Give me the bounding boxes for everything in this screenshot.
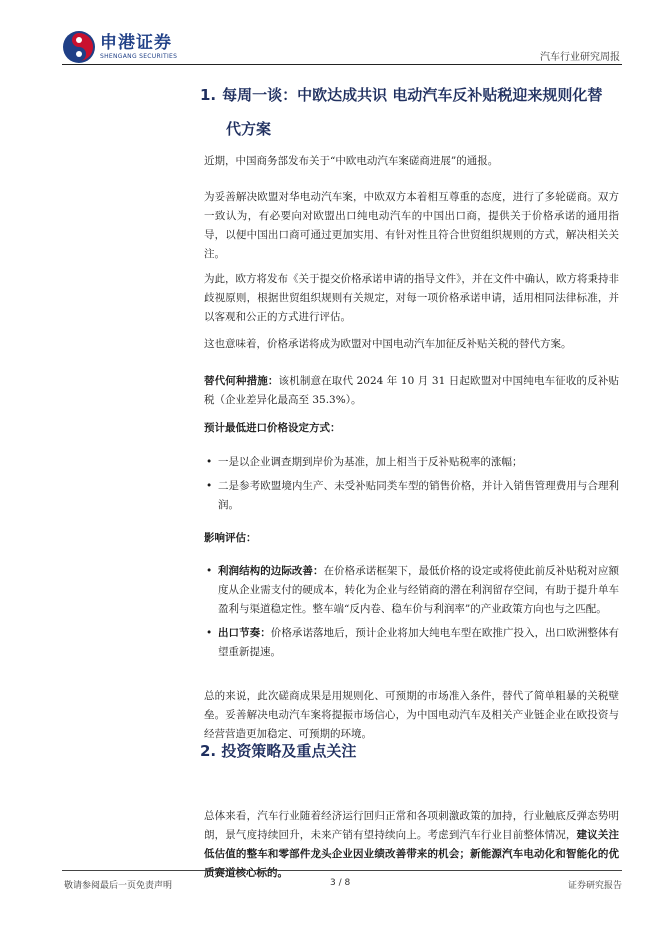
strategy-recommendation: 建议关注低估值的整车和零部件龙头企业因业绩改善带来的机会；新能源汽车电动化和智能化的优质赛道核心标的。: [204, 829, 620, 879]
price-setting-list: [204, 453, 619, 515]
impact-heading-text: 影响评估：: [204, 532, 257, 544]
header-divider: [62, 64, 622, 65]
paragraph-guidance-document: 为此，欧方将发布《关于提交价格承诺申请的指导文件》，并在文件中确认，欧方将秉持非歧视原则，根据世贸组织规则有关规定，对每一项价格承诺申请，适用相同法律标准，并以客观和公正的方式进行评估。: [204, 273, 619, 323]
list-item: • 二是参考欧盟境内生产、未受补贴同类车型的销售价格，并计入销售管理费用与合理利润。: [204, 477, 619, 515]
list-item: [204, 562, 619, 619]
report-type: 汽车行业研究周报: [540, 52, 620, 63]
logo-text: [100, 34, 177, 61]
page-header: [0, 0, 662, 66]
section-1-title-line2: 代方案: [226, 120, 272, 138]
disclaimer-note: 敬请参阅最后一页免责声明: [64, 881, 173, 891]
section-1-title: [200, 78, 620, 146]
impact-list: [204, 562, 619, 662]
report-label: 证券研究报告: [567, 881, 622, 891]
shengang-logo-icon: [62, 30, 96, 64]
section-1-number: 1.: [200, 86, 217, 104]
page-footer: [62, 870, 622, 910]
strategy-text: 总体来看，汽车行业随着经济运行回归正常和各项刺激政策的加持，行业触底反弹态势明朗，景气度持续回升，未来产销有望持续向上。考虑到汽车行业目前整体情况，: [204, 810, 619, 841]
impact-heading: [204, 529, 619, 548]
logo-name-cn: 申港证券: [100, 32, 172, 53]
section-2-number: 2.: [200, 742, 217, 760]
paragraph-consultation: 为妥善解决欧盟对华电动汽车案，中欧双方本着相互尊重的态度，进行了多轮磋商。双方一致认为，有必要向对欧盟出口纯电动汽车的中国出口商，提供关于价格承诺的通用指导，以便中国出口商可通过更加实用、有针对性且符合世贸组织规则的方式，解决相关关注。: [204, 191, 619, 260]
list-item: [204, 624, 619, 662]
price-setting-heading: [204, 419, 619, 438]
page-number: 3 / 8: [330, 878, 351, 888]
footer-divider: [62, 870, 622, 871]
replacement-text: 该机制意在取代 2024 年 10 月 31 日起欧盟对中国纯电车征收的反补贴税（企业差异化最高至 35.3%）。: [204, 375, 619, 406]
impact-item-text: 价格承诺落地后，预计企业将加大纯电车型在欧推广投入，出口欧洲整体有望重新提速。: [218, 627, 620, 658]
replacement-label: 替代何种措施：: [204, 375, 279, 387]
paragraph-conclusion: 总的来说，此次磋商成果是用规则化、可预期的市场准入条件，替代了简单粗暴的关税壁垒。妥善解决电动汽车案将提振市场信心，为中国电动汽车及相关产业链企业在欧投资与经营营造更加稳定、可预期的环境。: [204, 690, 619, 740]
company-logo: [62, 30, 177, 64]
impact-item-text: 在价格承诺框架下，最低价格的设定或将使此前反补贴税对应额度从企业需支付的硬成本，转化为企业与经销商的潜在利润留存空间，有助于提升单车盈利与渠道稳定性。整车端“反内卷、稳车价与利润率”的产业政策方向也与之匹配。: [218, 565, 620, 615]
impact-item-label: 利润结构的边际改善：: [218, 565, 324, 577]
paragraph-alternative: 这也意味着，价格承诺将成为欧盟对中国电动汽车加征反补贴关税的替代方案。: [204, 338, 572, 350]
section-2-title-text: 投资策略及重点关注: [221, 742, 357, 760]
logo-name-en: SHENGANG SECURITIES: [100, 52, 178, 60]
section-1-title-line1: 每周一谈：中欧达成共识 电动汽车反补贴税迎来规则化替: [222, 86, 603, 104]
paragraph-replacement: [204, 372, 619, 410]
paragraph-intro: 近期，中国商务部发布关于“中欧电动汽车案磋商进展”的通报。: [204, 155, 499, 167]
price-setting-heading-text: 预计最低进口价格设定方式：: [204, 422, 341, 434]
section-2-title: [200, 740, 620, 761]
impact-item-label: 出口节奏：: [218, 627, 271, 639]
list-item: • 一是以企业调查期到岸价为基准，加上相当于反补贴税率的涨幅；: [204, 453, 619, 472]
